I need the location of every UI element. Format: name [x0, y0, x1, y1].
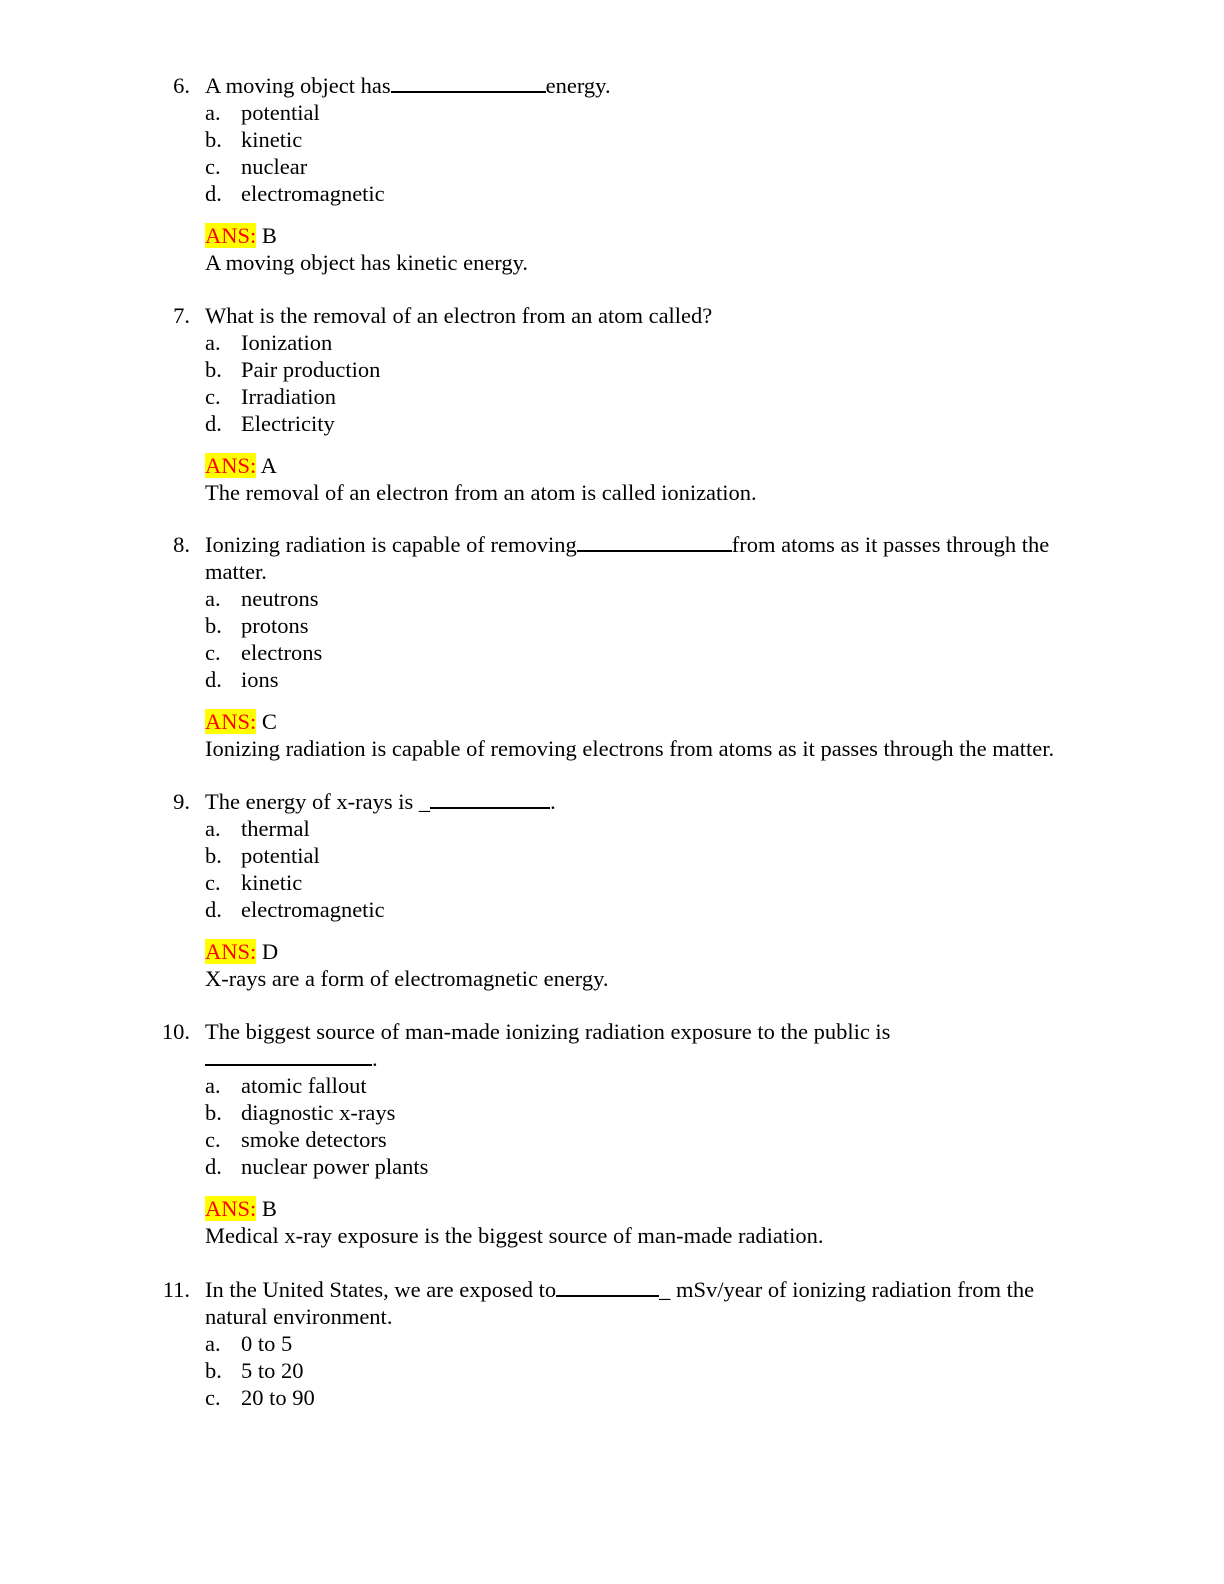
choice-text: ions: [241, 667, 279, 692]
choice-a: [0, 99, 1224, 126]
choice-text: smoke detectors: [241, 1127, 387, 1152]
answer-blank: [391, 74, 546, 93]
choice-c: [0, 153, 1224, 180]
answer-explanation: The removal of an electron from an atom is called ionization.: [205, 480, 757, 505]
choice-c: [0, 1126, 1224, 1153]
choice-text: potential: [241, 100, 320, 125]
ans-label: ANS:: [205, 939, 257, 964]
choice-letter: b.: [205, 843, 222, 868]
question-stem: [0, 72, 1224, 99]
stem-text: Ionizing radiation is capable of removing: [205, 532, 577, 557]
choice-d: [0, 410, 1224, 437]
choice-letter: a.: [205, 586, 221, 611]
answer-line: [0, 938, 1224, 965]
choice-letter: c.: [205, 384, 221, 409]
choice-c: [0, 869, 1224, 896]
answer-key: C: [261, 709, 277, 734]
choice-text: electromagnetic: [241, 181, 385, 206]
answer-key: A: [260, 453, 277, 478]
question-11: [0, 1276, 1224, 1411]
ans-label: ANS:: [205, 709, 257, 734]
answer-blank: [430, 790, 550, 809]
stem-text: The energy of x-rays is _: [205, 789, 431, 814]
question-stem: [0, 302, 1224, 329]
stem-text: from atoms as it passes through the: [731, 532, 1050, 557]
choice-a: [0, 815, 1224, 842]
choice-text: electromagnetic: [241, 897, 385, 922]
ans-label: ANS:: [205, 453, 257, 478]
choice-d: [0, 896, 1224, 923]
question-10: [0, 1018, 1224, 1249]
stem-text: _ mSv/year of ionizing radiation from the: [659, 1277, 1035, 1302]
question-7: [0, 302, 1224, 506]
answer-line: [0, 452, 1224, 479]
answer-line: [0, 708, 1224, 735]
answer-blank: [577, 533, 732, 552]
choice-list: [0, 815, 1224, 923]
choice-text: electrons: [241, 640, 323, 665]
choice-a: [0, 585, 1224, 612]
question-number: 9.: [173, 789, 190, 814]
choice-text: kinetic: [241, 870, 303, 895]
choice-a: [0, 329, 1224, 356]
ans-label: ANS:: [205, 1196, 257, 1221]
answer-key: B: [261, 1196, 277, 1221]
choice-text: 5 to 20: [241, 1358, 304, 1383]
question-8: [0, 531, 1224, 762]
choice-text: Pair production: [241, 357, 381, 382]
choice-text: atomic fallout: [241, 1073, 367, 1098]
choice-text: thermal: [241, 816, 310, 841]
answer-key: D: [261, 939, 279, 964]
choice-b: [0, 126, 1224, 153]
question-stem: [0, 788, 1224, 815]
answer-key: B: [261, 223, 277, 248]
stem-text: A moving object has: [205, 73, 391, 98]
choice-letter: d.: [205, 181, 222, 206]
stem-text: matter.: [205, 559, 267, 584]
choice-c: [0, 383, 1224, 410]
stem-text: .: [372, 1046, 378, 1071]
answer-line: [0, 1195, 1224, 1222]
choice-letter: b.: [205, 1100, 222, 1125]
choice-letter: c.: [205, 1385, 221, 1410]
choice-letter: b.: [205, 127, 222, 152]
choice-b: [0, 1099, 1224, 1126]
choice-letter: d.: [205, 667, 222, 692]
choice-b: [0, 356, 1224, 383]
choice-text: Electricity: [241, 411, 335, 436]
choice-d: [0, 666, 1224, 693]
question-stem: [0, 1018, 1224, 1072]
question-6: [0, 72, 1224, 276]
stem-text: In the United States, we are exposed to: [205, 1277, 557, 1302]
choice-letter: a.: [205, 816, 221, 841]
choice-letter: c.: [205, 870, 221, 895]
question-stem: [0, 531, 1224, 585]
choice-text: 20 to 90: [241, 1385, 315, 1410]
choice-text: nuclear: [241, 154, 308, 179]
choice-letter: a.: [205, 1331, 221, 1356]
stem-text: natural environment.: [205, 1304, 393, 1329]
choice-letter: c.: [205, 154, 221, 179]
stem-text: The biggest source of man-made ionizing radiation exposure to the public is: [205, 1019, 891, 1044]
answer-blank: [556, 1278, 659, 1297]
answer-explanation: A moving object has kinetic energy.: [205, 250, 529, 275]
choice-text: neutrons: [241, 586, 319, 611]
choice-text: nuclear power plants: [241, 1154, 429, 1179]
answer-line: [0, 222, 1224, 249]
choice-list: [0, 1330, 1224, 1411]
choice-letter: a.: [205, 330, 221, 355]
choice-letter: c.: [205, 640, 221, 665]
choice-letter: a.: [205, 1073, 221, 1098]
choice-letter: b.: [205, 613, 222, 638]
choice-a: [0, 1072, 1224, 1099]
question-number: 10.: [161, 1019, 190, 1044]
choice-letter: d.: [205, 411, 222, 436]
ans-label: ANS:: [205, 223, 257, 248]
choice-text: kinetic: [241, 127, 303, 152]
choice-b: [0, 612, 1224, 639]
choice-c: [0, 639, 1224, 666]
choice-b: [0, 1357, 1224, 1384]
answer-explanation: X-rays are a form of electromagnetic energy.: [205, 966, 609, 991]
question-number: 11.: [162, 1277, 190, 1302]
choice-a: [0, 1330, 1224, 1357]
choice-letter: b.: [205, 1358, 222, 1383]
choice-text: Ionization: [241, 330, 333, 355]
stem-text: .: [550, 789, 556, 814]
choice-text: 0 to 5: [241, 1331, 293, 1356]
question-number: 8.: [173, 532, 190, 557]
choice-d: [0, 180, 1224, 207]
choice-text: potential: [241, 843, 320, 868]
choice-letter: b.: [205, 357, 222, 382]
choice-text: Irradiation: [241, 384, 336, 409]
choice-b: [0, 842, 1224, 869]
question-number: 7.: [173, 303, 190, 328]
stem-text: What is the removal of an electron from an atom called?: [205, 303, 713, 328]
choice-list: [0, 99, 1224, 207]
choice-letter: d.: [205, 1154, 222, 1179]
choice-text: protons: [241, 613, 309, 638]
choice-text: diagnostic x-rays: [241, 1100, 396, 1125]
choice-letter: c.: [205, 1127, 221, 1152]
choice-c: [0, 1384, 1224, 1411]
choice-d: [0, 1153, 1224, 1180]
question-9: [0, 788, 1224, 992]
question-number: 6.: [173, 73, 190, 98]
stem-text: energy.: [545, 73, 611, 98]
question-stem: [0, 1276, 1224, 1330]
answer-explanation: Ionizing radiation is capable of removing electrons from atoms as it passes through the matter.: [205, 736, 1055, 761]
choice-list: [0, 1072, 1224, 1180]
choice-list: [0, 585, 1224, 693]
choice-letter: d.: [205, 897, 222, 922]
answer-explanation: Medical x-ray exposure is the biggest source of man-made radiation.: [205, 1223, 824, 1248]
choice-letter: a.: [205, 100, 221, 125]
answer-blank: [205, 1047, 372, 1066]
choice-list: [0, 329, 1224, 437]
